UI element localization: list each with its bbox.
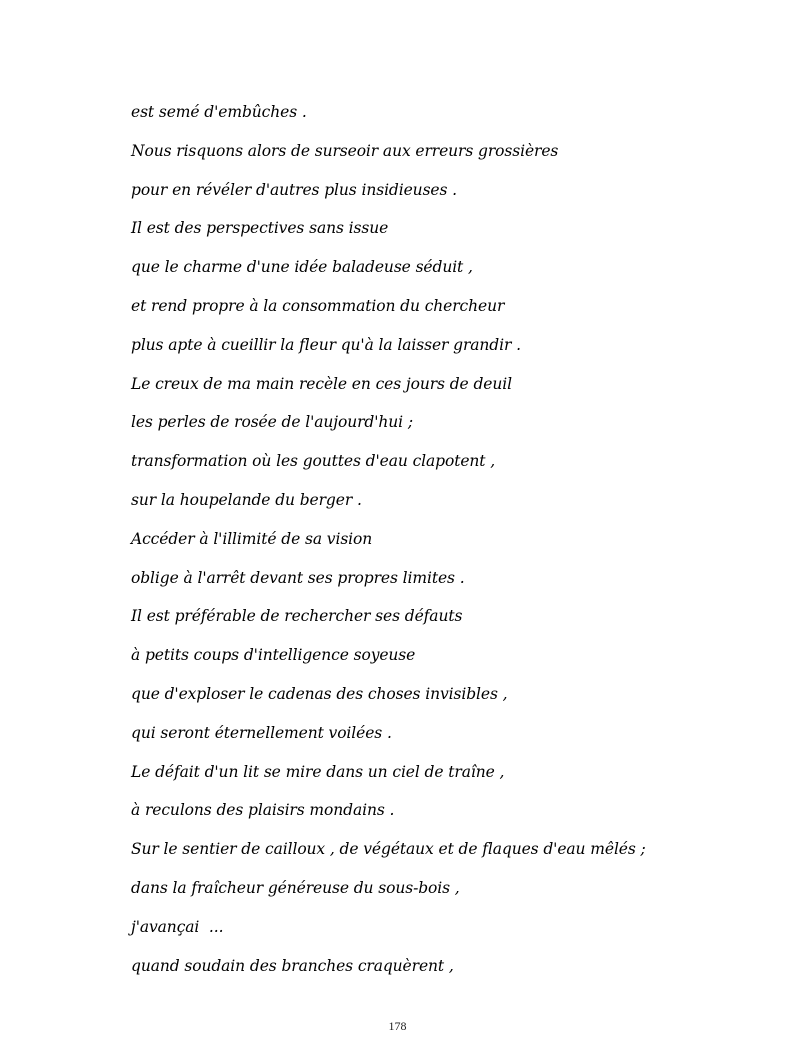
- poem-line: plus apte à cueillir la fleur qu'à la laisser grandir .: [131, 335, 521, 354]
- poem-line: Accéder à l'illimité de sa vision: [131, 529, 373, 548]
- poem-line: qui seront éternellement voilées .: [131, 723, 392, 742]
- poem-line: oblige à l'arrêt devant ses propres limites .: [131, 568, 465, 587]
- poem-line: Nous risquons alors de surseoir aux erreurs grossières: [131, 141, 559, 160]
- poem-line: j'avançai ...: [131, 917, 224, 936]
- poem-line: Le creux de ma main recèle en ces jours de deuil: [131, 374, 512, 393]
- poem-line: que le charme d'une idée baladeuse séduit ,: [131, 258, 473, 277]
- poem-line: et rend propre à la consommation du chercheur: [131, 296, 505, 315]
- poem-line: Il est préférable de rechercher ses défauts: [131, 607, 463, 626]
- poem-line: transformation où les gouttes d'eau clapotent ,: [131, 452, 496, 471]
- page-number: 178: [388, 1019, 407, 1033]
- poem-line: pour en révéler d'autres plus insidieuses .: [131, 180, 457, 199]
- poem-line: Sur le sentier de cailloux , de végétaux et de flaques d'eau mêlés ;: [131, 840, 646, 859]
- poem-line: que d'exploser le cadenas des choses invisibles ,: [131, 684, 508, 703]
- poem-line: quand soudain des branches craquèrent ,: [131, 956, 454, 975]
- poem-line: à petits coups d'intelligence soyeuse: [131, 646, 416, 665]
- poem-text: [131, 101, 771, 993]
- poem-line: sur la houpelande du berger .: [131, 490, 362, 509]
- poem-line: dans la fraîcheur généreuse du sous-bois ,: [131, 878, 460, 897]
- poem-line: les perles de rosée de l'aujourd'hui ;: [131, 413, 413, 432]
- poem-line: à reculons des plaisirs mondains .: [131, 801, 395, 820]
- poem-line: est semé d'embûches .: [131, 103, 307, 121]
- poem-line: Il est des perspectives sans issue: [131, 219, 389, 238]
- poem-line: Le défait d'un lit se mire dans un ciel de traîne ,: [131, 762, 505, 781]
